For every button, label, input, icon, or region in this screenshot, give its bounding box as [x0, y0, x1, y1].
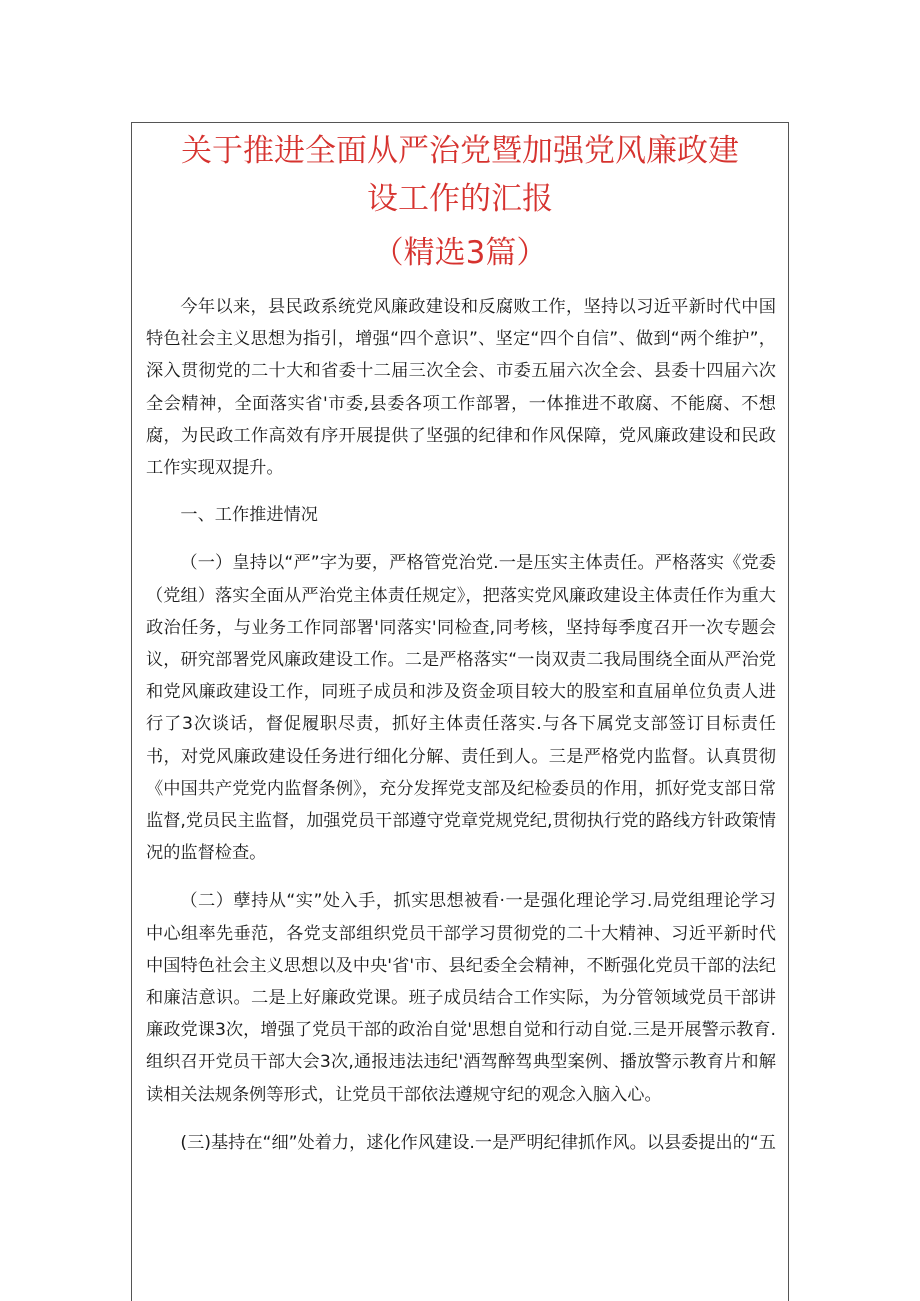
paragraph-3: (三)基持在“细”处着力，逑化作风建设.一是严明纪律抓作风。以县委提出的“五: [180, 1132, 776, 1153]
document-body: [146, 291, 776, 1159]
document-page: [131, 122, 789, 1301]
section-heading: 一、工作推进情况: [180, 505, 318, 526]
document-subtitle: （精选3篇）: [372, 235, 548, 271]
paragraph-2: （二）孽持从“实”处入手，抓实思想被看·一是强化理论学习.局党组理论学习中心组率先垂范，各党支部组织党员干部学习贯彻党的二十大精神、习近平新时代中国特色社会主义思想以及中央'省'市、县纪委全会精神，不断强化党员干部的法纪和廉洁意识。二是上好廉政党课。班子成员结合工作实际，为分管领域党员干部讲廉政党课3次，增强了党员干部的政治自觉'思想自觉和行动自觉.三是开展警示教育.组织召开党员干部大会3次,通报违法违纪'酒驾醉驾典型案例、播放警示教育片和解读相关法规条例等形式，让党员干部依法遵规守纪的观念入脑入心。: [146, 891, 776, 1105]
intro-paragraph: 今年以来，县民政系统党风廉政建设和反腐败工作，坚持以习近平新时代中国特色社会主义思想为指引，增强“四个意识”、坚定“四个自信”、做到“两个维护”，深入贯彻党的二十大和省委十二届三次全会、市委五届六次全会、县委十四届六次全会精神，全面落实省'市委,县委各项工作部署，一体推进不敢腐、不能腐、不想腐，为民政工作高效有序开展提供了坚强的纪律和作风保障，党风廉政建设和民政工作实现双提升。: [146, 297, 776, 479]
document-title-line2: 设工作的汇报: [367, 181, 553, 217]
paragraph-1: （一）皇持以“严”字为要，严格管党治党.一是压实主体责任。严格落实《党委（党组）落实全面从严治党主体责任规定》，把落实党风廉政建设主体责任作为重大政治任务，与业务工作同部署'同落实'同检查,同考核，坚持每季度召开一次专题会议，研究部署党风廉政建设工作。二是严格落实“一岗双责二我局围绕全面从严治党和党风廉政建设工作，同班子成员和涉及资金项目较大的股室和直届单位负责人进行了3次谈话，督促履职尽责，抓好主体责任落实.与各下属党支部签订目标责任书，对党风廉政建设任务进行细化分解、责任到人。三是严格党内监督。认真贯彻《中国共产党党内监督条例》，充分发挥党支部及纪检委员的作用，抓好党支部日常监督,党员民主监督，加强党员干部遵守党章党规党纪,贯彻执行党的路线方针政策情况的监督检查。: [146, 553, 776, 864]
title-block: [132, 127, 788, 277]
document-title-line1: 关于推进全面从严治党暨加强党风廉政建: [181, 133, 739, 169]
